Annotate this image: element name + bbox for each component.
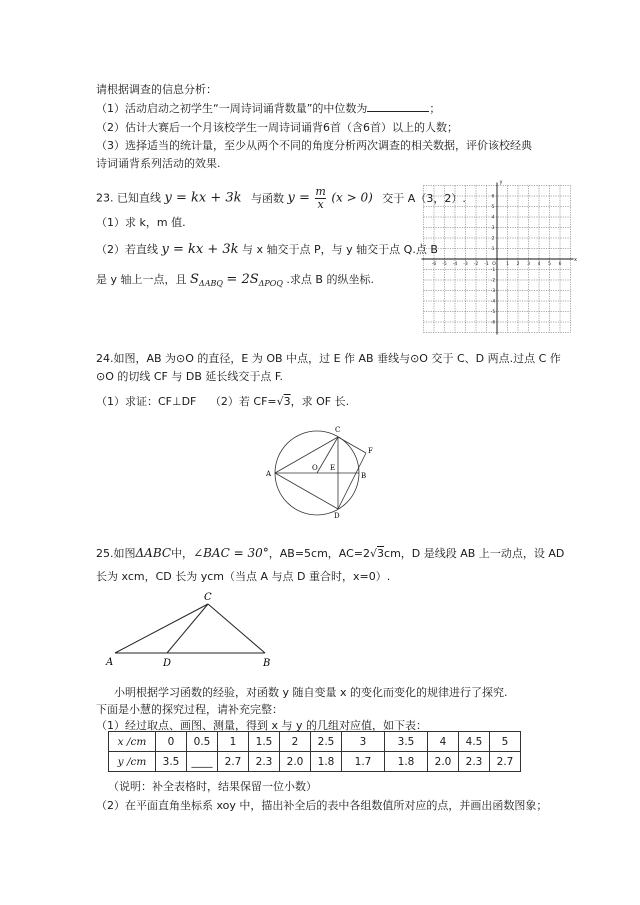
answer-blank xyxy=(367,101,429,112)
table-cell: 2.3 xyxy=(459,752,490,772)
q23-func-y: y = xyxy=(287,190,310,206)
tick-label-y: 3 xyxy=(491,226,495,231)
q25-triangle-figure xyxy=(100,590,290,672)
axis-label-x: x xyxy=(574,257,577,263)
q25-step1: （1）经过取点、画图、测量，得到 x 与 y 的几组对应值，如下表： xyxy=(96,719,428,732)
q24-part2-b: ，求 OF 长. xyxy=(290,395,350,408)
table-header-x: x /cm xyxy=(109,732,156,752)
q23-part3 xyxy=(96,271,374,288)
label-e: E xyxy=(330,464,336,472)
tick-label-x: 1 xyxy=(506,262,509,267)
q23-prefix: 23. 已知直线 xyxy=(96,191,161,205)
q23-suffix: 交于 A（3，2）. xyxy=(382,191,466,205)
table-cell: 1.7 xyxy=(342,752,385,772)
q23-frac-num: m xyxy=(315,185,326,198)
table-cell: 2.7 xyxy=(490,752,521,772)
q24-statement-line1: 24.如图，AB 为⊙O 的直径，E 为 OB 中点，过 E 作 AB 垂线与⊙O 交于 C、D 两点.过点 C 作 xyxy=(96,352,561,365)
label-b: B xyxy=(263,658,271,669)
q23-frac-den: x xyxy=(317,198,324,211)
table-cell: 2.5 xyxy=(311,732,342,752)
q23-part2-a: （2）若直线 xyxy=(96,243,158,256)
label-o: O xyxy=(312,464,318,472)
q23-line-eq: y = kx + 3k xyxy=(164,190,242,206)
table-cell-blank: ____ xyxy=(187,752,218,772)
label-b: B xyxy=(361,472,367,480)
table-header-y: y /cm xyxy=(109,752,156,772)
table-cell: 1 xyxy=(218,732,249,752)
sqrt-icon: √ xyxy=(276,395,284,408)
q23-statement xyxy=(96,186,466,211)
table-cell: 4 xyxy=(428,732,459,752)
tick-label-x: 2 xyxy=(516,262,520,267)
segment-ad xyxy=(275,473,338,509)
table-cell: 2 xyxy=(280,732,311,752)
table-cell: 3.5 xyxy=(156,752,187,772)
intro-line: 请根据调查的信息分析： xyxy=(96,83,217,96)
q25-rest: cm，D 是线段 AB 上一动点，设 AD xyxy=(384,547,565,560)
q23-area-s1: S xyxy=(190,272,199,287)
tick-label-x: -1 xyxy=(484,262,489,267)
q25-note: （说明：补全表格时，结果保留一位小数） xyxy=(108,780,317,793)
table-cell: 1.8 xyxy=(385,752,428,772)
tangent-cf xyxy=(338,437,366,453)
table-cell: 1.5 xyxy=(249,732,280,752)
tick-label-y: 2 xyxy=(491,236,495,242)
tick-label-x: -4 xyxy=(452,262,458,267)
q25-triangle: ΔABC xyxy=(135,546,172,560)
tick-label-x: -3 xyxy=(463,262,468,267)
q25-mid: 中， xyxy=(171,547,194,560)
q24-circle-figure xyxy=(260,420,380,525)
sqrt-icon: √ xyxy=(370,547,378,560)
tick-label-x: 5 xyxy=(548,262,551,267)
label-f: F xyxy=(368,447,373,455)
q23-area-s2-sub: ΔPOQ xyxy=(258,279,283,288)
q24-statement-line2: ⊙O 的切线 CF 与 DB 延长线交于点 F. xyxy=(96,370,283,383)
q25-step2: （2）在平面直角坐标系 xoy 中，描出补全后的表中各组数值所对应的点，并画出函数图象； xyxy=(96,799,548,812)
q25-angle: ∠BAC = 30° xyxy=(193,546,269,560)
q25-prefix: 25.如图 xyxy=(96,547,136,560)
origin-label: O xyxy=(492,262,496,267)
tick-label-y: 6 xyxy=(491,194,495,200)
q23-part2-eq: y = kx + 3k xyxy=(161,242,239,257)
q24-part1: （1）求证：CF⊥DF xyxy=(96,395,197,408)
axis-label-y: y xyxy=(499,179,503,186)
table-row xyxy=(109,732,521,752)
table-cell: 2.7 xyxy=(218,752,249,772)
table-cell: 2.3 xyxy=(249,752,280,772)
q23-func-cond: (x > 0) xyxy=(331,190,373,205)
q25-statement-line1 xyxy=(96,545,564,561)
q24-part2-a: （2）若 CF= xyxy=(209,395,277,408)
question-1-text: （1）活动启动之初学生“一周诗词诵背数量”的中位数为 xyxy=(96,102,368,115)
q23-part3-a: 是 y 轴上一点，且 xyxy=(96,273,187,286)
tick-label-y: 5 xyxy=(491,205,495,210)
q23-area-eq: = 2S xyxy=(226,272,259,287)
q25-lengths: ，AB=5cm，AC=2 xyxy=(268,547,371,560)
table-cell: 2.0 xyxy=(280,752,311,772)
q25-explore-line1: 小明根据学习函数的经验，对函数 y 随自变量 x 的变化而变化的规律进行了探究. xyxy=(114,686,508,699)
tick-label-x: -6 xyxy=(431,262,437,267)
table-cell: 3.5 xyxy=(385,732,428,752)
table-cell: 0.5 xyxy=(187,732,218,752)
table-cell: 5 xyxy=(490,732,521,752)
table-cell: 4.5 xyxy=(459,732,490,752)
table-cell: 0 xyxy=(156,732,187,752)
q24-sqrt-value: 3 xyxy=(283,395,291,408)
label-a: A xyxy=(106,657,114,668)
q23-part1: （1）求 k，m 值. xyxy=(96,216,186,229)
q25-sqrt-value: 3 xyxy=(377,547,385,560)
q24-parts xyxy=(96,393,349,409)
tick-label-x: 6 xyxy=(558,262,562,267)
question-2-line: （2）估计大赛后一个月该校学生一周诗词诵背6首（含6首）以上的人数； xyxy=(96,121,458,134)
q23-mid: 与函数 xyxy=(251,191,285,205)
q23-fraction xyxy=(315,186,325,211)
tick-label-y: -4 xyxy=(490,299,496,305)
tick-label-y: 4 xyxy=(491,215,495,221)
tick-label-y: -6 xyxy=(490,320,496,326)
label-d: D xyxy=(163,658,172,669)
question-1-end: ； xyxy=(429,102,441,115)
table-cell: 2.0 xyxy=(428,752,459,772)
label-d: D xyxy=(334,512,340,520)
segment-df xyxy=(338,453,366,509)
table-cell: 1.8 xyxy=(311,752,342,772)
q25-explore-line2: 下面是小慧的探究过程，请补充完整： xyxy=(96,703,283,716)
tick-label-x: 4 xyxy=(537,262,541,267)
segment-ac xyxy=(275,437,338,473)
tick-label-y: -3 xyxy=(490,289,496,294)
label-c: C xyxy=(204,592,212,603)
q23-part2-b: 与 x 轴交于点 P，与 y 轴交于点 Q.点 B xyxy=(242,243,438,256)
label-a: A xyxy=(266,470,272,478)
question-3-line-b: 诗词诵背系列活动的效果. xyxy=(96,157,221,170)
q23-coordinate-grid xyxy=(424,179,577,332)
label-c: C xyxy=(335,426,341,434)
q25-statement-line2: 长为 xcm，CD 长为 ycm（当点 A 与点 D 重合时，x=0）. xyxy=(96,570,391,583)
tick-label-x: -5 xyxy=(442,262,447,267)
q23-part2 xyxy=(96,241,438,257)
tick-label-x: 3 xyxy=(527,262,530,267)
tick-label-x: -2 xyxy=(473,262,479,267)
tick-label-y: -1 xyxy=(490,268,496,273)
table-cell: 3 xyxy=(342,732,385,752)
question-3-line-a: （3）选择适当的统计量，至少从两个不同的角度分析两次调查的相关数据，评价该校经典 xyxy=(96,139,532,152)
tick-label-y: -2 xyxy=(490,278,496,284)
q23-area-s1-sub: ΔABQ xyxy=(198,279,223,288)
tick-label-y: 1 xyxy=(491,247,495,252)
segment-cd xyxy=(167,604,208,653)
tick-label-y: -5 xyxy=(490,310,496,315)
table-row xyxy=(109,752,521,772)
side-ac xyxy=(115,604,208,653)
side-bc xyxy=(208,604,265,653)
values-table xyxy=(108,731,521,772)
question-1-line xyxy=(96,100,440,116)
q23-part3-b: .求点 B 的纵坐标. xyxy=(286,273,374,286)
